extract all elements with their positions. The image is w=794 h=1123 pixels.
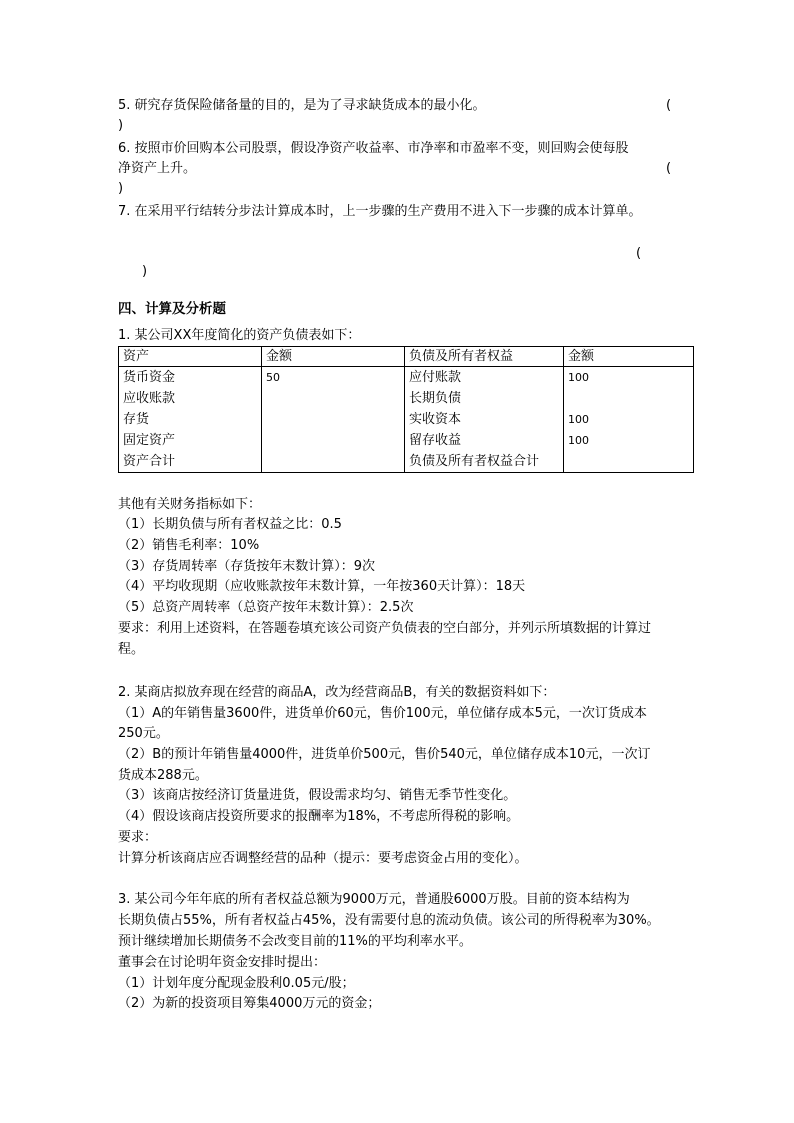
liabilities-column xyxy=(405,367,564,473)
answer-paren-open: ( xyxy=(636,246,642,261)
q2-item: （4）假设该商店投资所要求的报酬率为18%，不考虑所得税的影响。 xyxy=(118,809,520,824)
asset-amount xyxy=(266,451,400,472)
answer-paren-close: ) xyxy=(142,264,148,279)
header-assets: 资产 xyxy=(119,347,262,367)
balance-sheet-table xyxy=(118,346,694,473)
indicator-item: （1）长期负债与所有者权益之比：0.5 xyxy=(118,517,342,532)
assets-column xyxy=(119,367,262,473)
liability-amount xyxy=(568,451,689,472)
liability-amount: 100 xyxy=(568,434,589,447)
asset-amount xyxy=(266,388,400,409)
asset-label: 固定资产 xyxy=(123,433,176,448)
asset-amount xyxy=(266,409,400,430)
q2-intro: 2. 某商店拟放弃现在经营的商品A，改为经营商品B，有关的数据资料如下： xyxy=(118,685,556,700)
q2-requirement-label: 要求： xyxy=(118,830,158,845)
table-row xyxy=(119,367,694,473)
header-amount: 金额 xyxy=(564,347,694,367)
q3-line: 长期负债占55%，所有者权益占45%，没有需要付息的流动负债。该公司的所得税率为30%。 xyxy=(118,913,660,928)
judgment-item-5: 5. 研究存货保险储备量的目的，是为了寻求缺货成本的最小化。 xyxy=(118,98,486,113)
answer-paren-close: ) xyxy=(118,118,124,133)
judgment-item-7: 7. 在采用平行结转分步法计算成本时，上一步骤的生产费用不进入下一步骤的成本计算单。 xyxy=(118,204,642,219)
liability-label: 长期负债 xyxy=(409,391,462,406)
liability-amount: 100 xyxy=(568,371,589,384)
judgment-item-6-line2: 净资产上升。 xyxy=(118,161,197,176)
asset-label: 应收账款 xyxy=(123,391,176,406)
q1-other-intro: 其他有关财务指标如下： xyxy=(118,497,262,512)
section-title: 四、计算及分析题 xyxy=(118,301,226,317)
q3-line: 预计继续增加长期债务不会改变目前的11%的平均利率水平。 xyxy=(118,934,472,949)
liability-label: 实收资本 xyxy=(409,412,462,427)
indicator-item: （4）平均收现期（应收账款按年末数计算，一年按360天计算）：18天 xyxy=(118,579,526,594)
table-header-row xyxy=(119,347,694,367)
indicator-item: （3）存货周转率（存货按年末数计算）：9次 xyxy=(118,559,376,574)
q2-item: （1）A的年销售量3600件，进货单价60元，售价100元，单位储存成本5元，一次订货成本 xyxy=(118,706,647,721)
asset-amount: 50 xyxy=(266,371,280,384)
q1-requirement-line2: 程。 xyxy=(118,642,145,657)
q3-line: 董事会在讨论明年资金安排时提出： xyxy=(118,955,327,970)
q2-item: （3）该商店按经济订货量进货，假设需求均匀、销售无季节性变化。 xyxy=(118,788,517,803)
indicator-item: （2）销售毛利率：10% xyxy=(118,538,260,553)
liability-amount xyxy=(568,388,689,409)
liability-label: 留存收益 xyxy=(409,433,462,448)
answer-paren-open: ( xyxy=(666,98,672,113)
q1-requirement-line1: 要求：利用上述资料，在答题卷填充该公司资产负债表的空白部分，并列示所填数据的计算过 xyxy=(118,621,652,636)
asset-amount xyxy=(266,430,400,451)
q3-line: （1）计划年度分配现金股利0.05元/股； xyxy=(118,976,355,991)
answer-paren-open: ( xyxy=(666,161,672,176)
header-amount: 金额 xyxy=(262,347,405,367)
judgment-item-6-line1: 6. 按照市价回购本公司股票，假设净资产收益率、市净率和市盈率不变，则回购会使每股 xyxy=(118,141,629,156)
liability-label: 负债及所有者权益合计 xyxy=(409,454,540,469)
header-liabilities: 负债及所有者权益 xyxy=(405,347,564,367)
q2-item: 货成本288元。 xyxy=(118,768,208,783)
asset-label: 存货 xyxy=(123,412,150,427)
q2-item: 250元。 xyxy=(118,726,169,741)
asset-label: 资产合计 xyxy=(123,454,176,469)
asset-amount-column xyxy=(262,367,405,473)
q3-line: （2）为新的投资项目筹集4000万元的资金； xyxy=(118,996,381,1011)
liability-amount: 100 xyxy=(568,413,589,426)
q2-item: （2）B的预计年销售量4000件，进货单价500元，售价540元，单位储存成本10元，一次订 xyxy=(118,747,651,762)
q1-intro: 1. 某公司XX年度简化的资产负债表如下： xyxy=(118,328,361,343)
indicator-item: （5）总资产周转率（总资产按年末数计算）：2.5次 xyxy=(118,600,414,615)
answer-paren-close: ) xyxy=(118,181,124,196)
q2-requirement: 计算分析该商店应否调整经营的品种（提示：要考虑资金占用的变化）。 xyxy=(118,851,528,866)
asset-label: 货币资金 xyxy=(123,370,176,385)
liability-label: 应付账款 xyxy=(409,370,462,385)
q3-line: 3. 某公司今年年底的所有者权益总额为9000万元，普通股6000万股。目前的资本结构为 xyxy=(118,892,630,907)
liability-amount-column xyxy=(564,367,694,473)
